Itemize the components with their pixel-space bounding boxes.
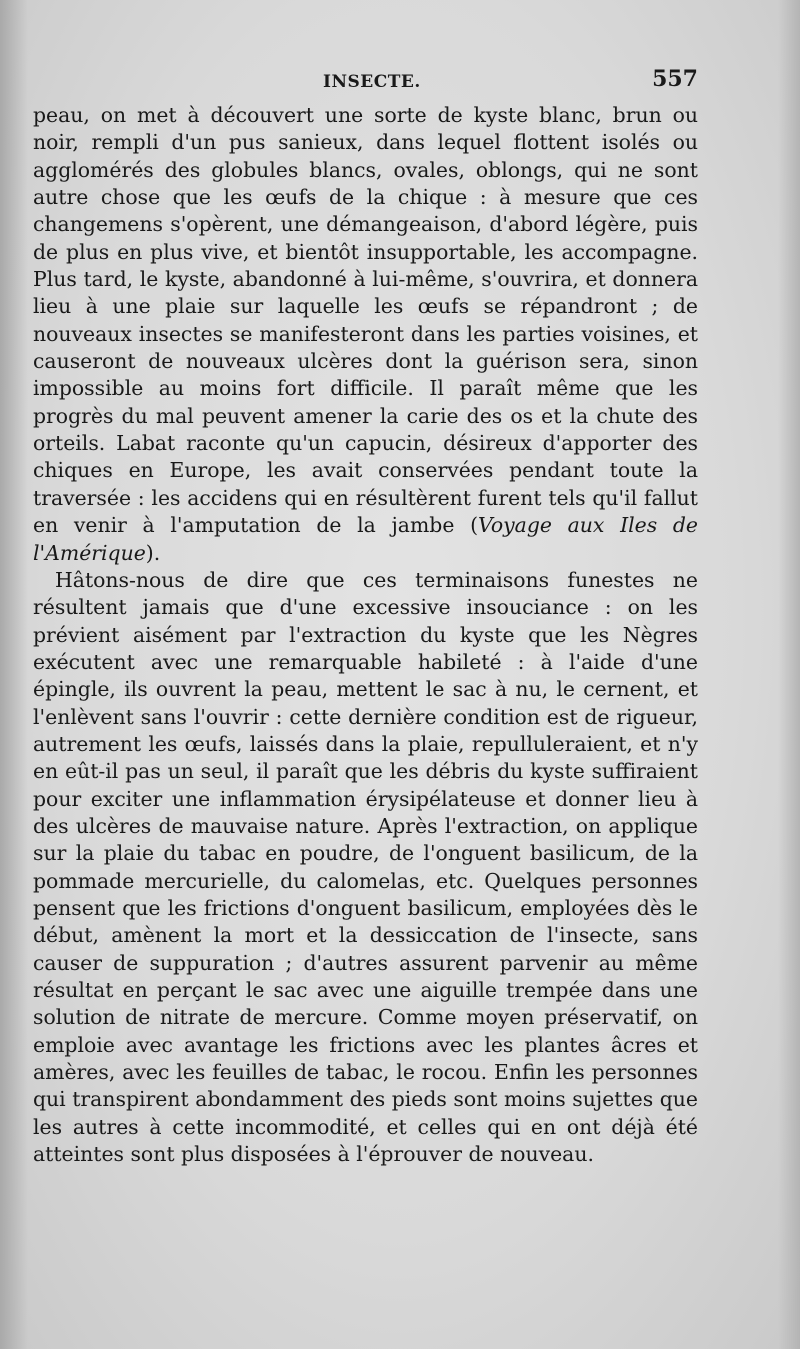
paragraph-1-end: ).	[145, 540, 161, 565]
body-text	[33, 102, 698, 1168]
page-header	[33, 64, 698, 98]
running-head: INSECTE.	[323, 72, 421, 92]
bibliographic-reference: Voyage aux Iles de l'Amérique	[33, 513, 698, 565]
paragraph-2: Hâtons-nous de dire que ces terminaisons funestes ne résultent jamais que d'une excessive insouciance : on les prévient aisément par l'extraction du kyste que les Nègres exécutent avec une remarquable habileté : à l'aide d'une épingle, ils ouvrent la peau, mettent le sac à nu, le cernent, et l'enlèvent sans l'ouvrir : cette dernière condition est de rigueur, autrement les œufs, laissés dans la plaie, repulluleraient, et n'y en eût-il pas un seul, il paraît que les débris du kyste suffiraient pour exciter une inflammation érysipélateuse et donner lieu à des ulcères de mauvaise nature. Après l'extraction, on applique sur la plaie du tabac en poudre, de l'onguent basilicum, de la pommade mercurielle, du calomelas, etc. Quelques personnes pensent que les frictions d'onguent basilicum, employées dès le début, amènent la mort et la dessiccation de l'insecte, sans causer de suppuration ; d'autres assurent parvenir au même résultat en perçant le sac avec une aiguille trempée dans une solution de nitrate de mercure. Comme moyen préservatif, on emploie avec avantage les frictions avec les plantes âcres et amères, avec les feuilles de tabac, le rocou. Enfin les personnes qui transpirent abondamment des pieds sont moins sujettes que les autres à cette incommodité, et celles qui en ont déjà été atteintes sont plus disposées à l'éprouver de nouveau.	[33, 567, 698, 1167]
paragraph-1-text: peau, on met à découvert une sorte de kyste blanc, brun ou noir, rempli d'un pus sanieux, dans lequel flottent isolés ou agglomérés des globules blancs, ovales, oblongs, qui ne sont autre chose que les œufs de la chique : à mesure que ces changemens s'opèrent, une démangeaison, d'abord légère, puis de plus en plus vive, et bientôt insupportable, les accompagne. Plus tard, le kyste, abandonné à lui-même, s'ouvrira, et donnera lieu à une plaie sur laquelle les œufs se répandront ; de nouveaux insectes se manifesteront dans les parties voisines, et causeront de nouveaux ulcères dont la guérison sera, sinon impossible au moins fort difficile. Il paraît même que les progrès du mal peuvent amener la carie des os et la chute des orteils. Labat raconte qu'un capucin, désireux d'apporter des chiques en Europe, les avait conservées pendant toute la traversée : les accidens qui en résultèrent furent tels qu'il fallut en venir à l'amputation de la jambe (	[33, 103, 698, 538]
page-number: 557	[652, 66, 698, 92]
paragraph-1	[33, 102, 698, 567]
